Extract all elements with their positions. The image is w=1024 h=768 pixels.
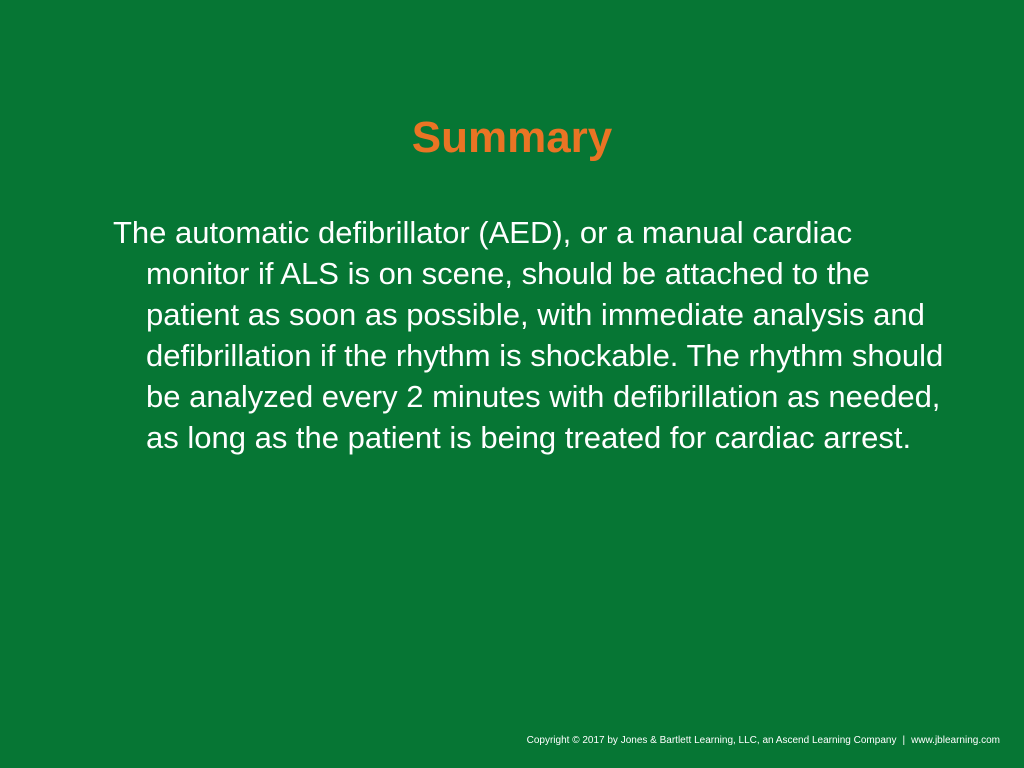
copyright-footer bbox=[527, 733, 1000, 749]
slide-title: Summary bbox=[411, 113, 613, 162]
copyright-text: Copyright © 2017 by Jones & Bartlett Learning, LLC, an Ascend Learning Company bbox=[526, 735, 897, 746]
website-text: www.jblearning.com bbox=[911, 735, 1000, 746]
slide-body-text: The automatic defibrillator (AED), or a manual cardiac monitor if ALS is on scene, should be attached to the patient as soon as possible, with immediate analysis and defibrillation if the rhythm is shockable. The rhythm should be analyzed every 2 minutes with defibrillation as needed, as long as the patient is being treated for cardiac arrest. bbox=[113, 215, 944, 455]
footer-separator: | bbox=[902, 735, 906, 746]
